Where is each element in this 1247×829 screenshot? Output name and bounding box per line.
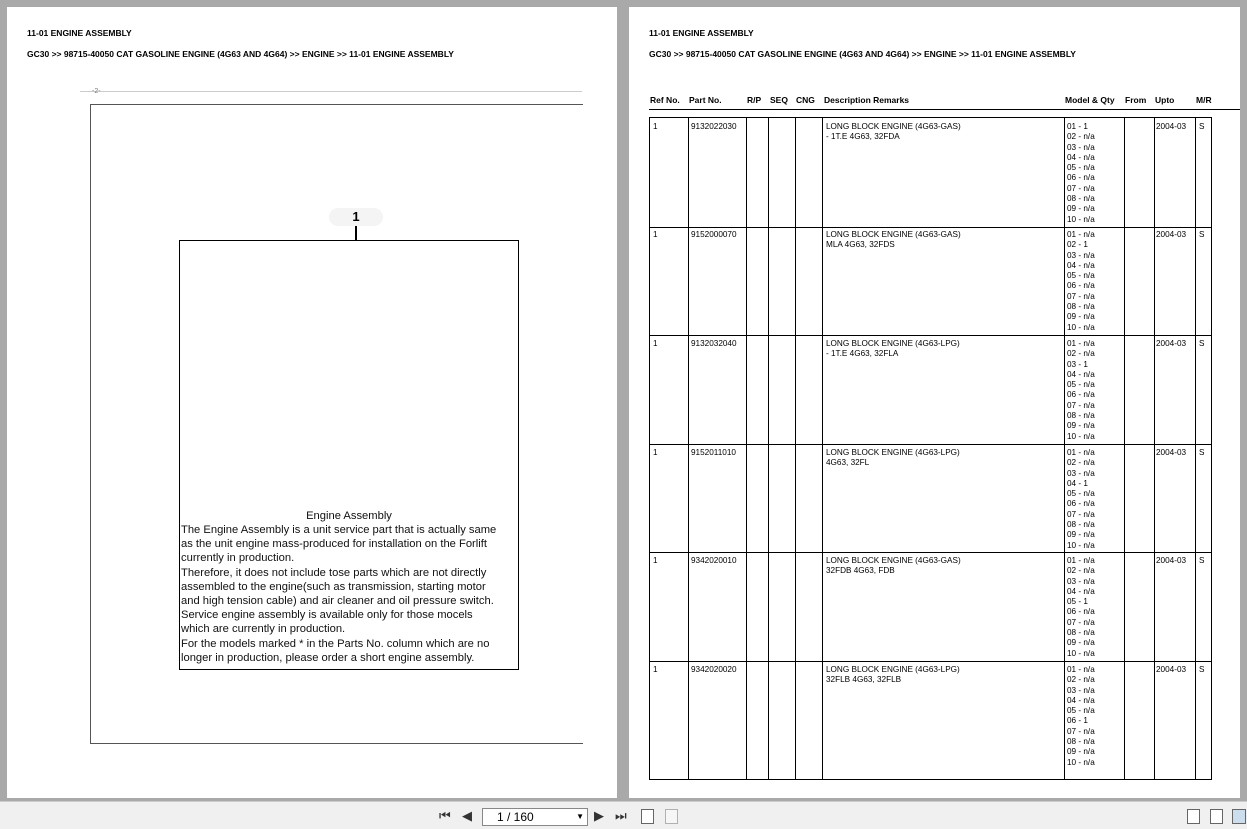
cell-divider — [1064, 226, 1065, 335]
model-qty-cell — [1067, 448, 1095, 551]
model-qty-line: 05 - n/a — [1067, 271, 1095, 281]
last-page-button[interactable]: ⏭ — [615, 808, 627, 823]
part-no-cell: 9342020020 — [691, 665, 737, 674]
model-qty-line: 07 - n/a — [1067, 183, 1095, 193]
table-row[interactable] — [649, 552, 1212, 662]
description-line: LONG BLOCK ENGINE (4G63-LPG) — [826, 665, 960, 674]
cell-divider — [1064, 661, 1065, 779]
model-qty-line: 01 - 1 — [1067, 122, 1088, 131]
cell-divider — [649, 661, 650, 779]
model-qty-line: 09 - n/a — [1067, 747, 1095, 757]
cell-divider — [1064, 335, 1065, 444]
model-qty-line: 03 - n/a — [1067, 468, 1095, 478]
assembly-line: Service engine assembly is available only for those mocels — [181, 609, 473, 622]
model-qty-cell — [1067, 122, 1095, 225]
ref-no-cell: 1 — [653, 556, 658, 565]
description-cell — [826, 122, 961, 143]
model-qty-line: 06 - n/a — [1067, 499, 1095, 509]
cell-divider — [1211, 226, 1212, 335]
part-no-cell: 9132032040 — [691, 339, 737, 348]
model-qty-line: 04 - 1 — [1067, 478, 1088, 488]
col-upto: Upto — [1155, 95, 1175, 105]
cell-divider — [768, 226, 769, 335]
cell-divider — [746, 552, 747, 661]
cell-divider — [1154, 335, 1155, 444]
cell-divider — [1195, 444, 1196, 552]
model-qty-line: 02 - 1 — [1067, 240, 1088, 250]
cell-divider — [746, 444, 747, 552]
description-line: LONG BLOCK ENGINE (4G63-GAS) — [826, 230, 961, 239]
mr-cell: S — [1199, 122, 1205, 131]
right-page — [629, 7, 1240, 798]
ref-no-cell: 1 — [653, 339, 658, 348]
col-mr: M/R — [1196, 95, 1212, 105]
cell-divider — [822, 335, 823, 444]
mr-cell: S — [1199, 230, 1205, 239]
chevron-down-icon: ▼ — [576, 812, 584, 821]
model-qty-line: 01 - n/a — [1067, 339, 1095, 348]
cell-divider — [822, 444, 823, 552]
assembly-title: Engine Assembly — [306, 509, 392, 522]
assembly-description — [181, 523, 517, 665]
model-qty-line: 10 - n/a — [1067, 431, 1095, 441]
table-row[interactable] — [649, 444, 1212, 553]
model-qty-line: 03 - n/a — [1067, 576, 1095, 586]
cell-divider — [822, 661, 823, 779]
col-model-qty: Model & Qty — [1065, 95, 1115, 105]
upto-cell: 2004-03 — [1156, 122, 1187, 131]
table-row[interactable] — [649, 661, 1212, 780]
cell-divider — [649, 226, 650, 335]
cell-divider — [1211, 661, 1212, 779]
cell-divider — [746, 661, 747, 779]
model-qty-line: 08 - n/a — [1067, 411, 1095, 421]
cell-divider — [768, 335, 769, 444]
col-from: From — [1125, 95, 1147, 105]
upto-cell: 2004-03 — [1156, 556, 1187, 565]
cell-divider — [688, 335, 689, 444]
col-ref-no: Ref No. — [650, 95, 680, 105]
rotate-view-icon[interactable] — [641, 809, 654, 824]
engine-assembly-note — [181, 509, 517, 665]
cell-divider — [1195, 661, 1196, 779]
model-qty-line: 04 - n/a — [1067, 369, 1095, 379]
engine-assembly-box — [179, 240, 519, 670]
upto-cell: 2004-03 — [1156, 339, 1187, 348]
model-qty-line: 09 - n/a — [1067, 312, 1095, 322]
parts-table-header — [649, 95, 1240, 110]
model-qty-line: 02 - n/a — [1067, 675, 1095, 685]
frame-top-line — [80, 91, 582, 92]
part-no-cell: 9342020010 — [691, 556, 737, 565]
assembly-line: The Engine Assembly is a unit service part that is actually same — [181, 523, 497, 536]
model-qty-cell — [1067, 230, 1095, 333]
cell-divider — [1154, 661, 1155, 779]
model-qty-line: 10 - n/a — [1067, 322, 1095, 332]
previous-page-button[interactable]: ◀ — [462, 808, 472, 823]
col-part-no: Part No. — [689, 95, 722, 105]
model-qty-line: 01 - n/a — [1067, 448, 1095, 457]
breadcrumb: GC30 >> 98715-40050 CAT GASOLINE ENGINE (4G63 AND 4G64) >> ENGINE >> 11-01 ENGINE ASSEMBLY — [649, 49, 1076, 59]
model-qty-line: 03 - n/a — [1067, 250, 1095, 260]
assembly-line: Therefore, it does not include tose parts which are not directly — [181, 566, 487, 579]
description-cell — [826, 339, 960, 360]
cell-divider — [1211, 444, 1212, 552]
next-page-button[interactable]: ▶ — [594, 808, 604, 823]
callout-ref-number[interactable]: 1 — [329, 208, 383, 226]
assembly-line: which are currently in production. — [181, 623, 346, 636]
description-line: 4G63, 32FL — [826, 458, 870, 468]
model-qty-line: 01 - n/a — [1067, 556, 1095, 565]
cell-divider — [688, 118, 689, 227]
cell-divider — [1154, 226, 1155, 335]
assembly-line: longer in production, please order a short engine assembly. — [181, 651, 475, 664]
model-qty-line: 08 - n/a — [1067, 520, 1095, 530]
model-qty-line: 09 - n/a — [1067, 530, 1095, 540]
cell-divider — [649, 444, 650, 552]
description-cell — [826, 230, 961, 251]
cell-divider — [1195, 552, 1196, 661]
description-line: - 1T.E 4G63, 32FLA — [826, 349, 899, 359]
model-qty-line: 07 - n/a — [1067, 509, 1095, 519]
cell-divider — [1124, 118, 1125, 227]
cell-divider — [1154, 444, 1155, 552]
model-qty-line: 07 - n/a — [1067, 617, 1095, 627]
ref-no-cell: 1 — [653, 448, 658, 457]
model-qty-line: 06 - 1 — [1067, 716, 1088, 726]
model-qty-line: 08 - n/a — [1067, 628, 1095, 638]
assembly-line: assembled to the engine(such as transmission, starting motor — [181, 580, 486, 593]
cell-divider — [1064, 118, 1065, 227]
cell-divider — [1195, 118, 1196, 227]
cell-divider — [795, 661, 796, 779]
model-qty-line: 07 - n/a — [1067, 291, 1095, 301]
model-qty-line: 03 - n/a — [1067, 142, 1095, 152]
part-no-cell: 9132022030 — [691, 122, 737, 131]
description-line: LONG BLOCK ENGINE (4G63-GAS) — [826, 122, 961, 131]
model-qty-line: 10 - n/a — [1067, 214, 1095, 224]
cell-divider — [795, 444, 796, 552]
cell-divider — [746, 118, 747, 227]
model-qty-line: 08 - n/a — [1067, 737, 1095, 747]
model-qty-line: 07 - n/a — [1067, 400, 1095, 410]
cell-divider — [688, 552, 689, 661]
table-row[interactable] — [649, 226, 1212, 336]
model-qty-line: 05 - n/a — [1067, 163, 1095, 173]
model-qty-line: 02 - n/a — [1067, 349, 1095, 359]
copy-page-icon[interactable] — [665, 809, 678, 824]
callout-leader-line — [355, 226, 357, 240]
cell-divider — [795, 335, 796, 444]
description-cell — [826, 556, 961, 577]
model-qty-line: 04 - n/a — [1067, 586, 1095, 596]
model-qty-line: 09 - n/a — [1067, 204, 1095, 214]
single-page-view-icon[interactable] — [1187, 809, 1200, 824]
model-qty-line: 05 - n/a — [1067, 380, 1095, 390]
cell-divider — [768, 118, 769, 227]
page-title: 11-01 ENGINE ASSEMBLY — [27, 28, 132, 38]
cell-divider — [1195, 335, 1196, 444]
model-qty-line: 03 - n/a — [1067, 685, 1095, 695]
viewer-toolbar — [0, 801, 1247, 829]
cell-divider — [1154, 118, 1155, 227]
model-qty-cell — [1067, 339, 1095, 442]
cell-divider — [1124, 444, 1125, 552]
cell-divider — [768, 552, 769, 661]
col-description: Description Remarks — [824, 95, 910, 105]
model-qty-line: 01 - n/a — [1067, 665, 1095, 674]
description-cell — [826, 665, 960, 686]
description-line: LONG BLOCK ENGINE (4G63-LPG) — [826, 339, 960, 348]
breadcrumb: GC30 >> 98715-40050 CAT GASOLINE ENGINE (4G63 AND 4G64) >> ENGINE >> 11-01 ENGINE ASSEMBLY — [27, 49, 454, 59]
cell-divider — [746, 335, 747, 444]
assembly-line: as the unit engine mass-produced for installation on the Forlift — [181, 538, 487, 551]
model-qty-line: 04 - n/a — [1067, 260, 1095, 270]
model-qty-line: 02 - n/a — [1067, 458, 1095, 468]
cell-divider — [768, 444, 769, 552]
mr-cell: S — [1199, 665, 1205, 674]
cell-divider — [795, 552, 796, 661]
model-qty-line: 06 - n/a — [1067, 607, 1095, 617]
cell-divider — [795, 226, 796, 335]
cell-divider — [1064, 552, 1065, 661]
model-qty-line: 05 - n/a — [1067, 489, 1095, 499]
col-cng: CNG — [796, 95, 815, 105]
description-line: LONG BLOCK ENGINE (4G63-LPG) — [826, 448, 960, 457]
upto-cell: 2004-03 — [1156, 230, 1187, 239]
cell-divider — [649, 118, 650, 227]
cell-divider — [1124, 552, 1125, 661]
model-qty-line: 10 - n/a — [1067, 757, 1095, 767]
cell-divider — [1211, 118, 1212, 227]
ref-no-cell: 1 — [653, 122, 658, 131]
col-seq: SEQ — [770, 95, 788, 105]
model-qty-cell — [1067, 556, 1095, 659]
cell-divider — [688, 661, 689, 779]
description-cell — [826, 448, 960, 469]
mr-cell: S — [1199, 339, 1205, 348]
cell-divider — [1211, 335, 1212, 444]
first-page-button[interactable]: ⏮ — [439, 808, 451, 823]
table-row[interactable] — [649, 335, 1212, 445]
cell-divider — [746, 226, 747, 335]
mr-cell: S — [1199, 448, 1205, 457]
page-number-select[interactable] — [482, 808, 588, 826]
description-line: MLA 4G63, 32FDS — [826, 240, 895, 250]
model-qty-line: 04 - n/a — [1067, 152, 1095, 162]
description-line: - 1T.E 4G63, 32FDA — [826, 132, 900, 142]
two-page-view-icon[interactable] — [1232, 809, 1246, 824]
ref-no-cell: 1 — [653, 665, 658, 674]
model-qty-line: 09 - n/a — [1067, 638, 1095, 648]
description-line: LONG BLOCK ENGINE (4G63-GAS) — [826, 556, 961, 565]
continuous-view-icon[interactable] — [1210, 809, 1223, 824]
model-qty-line: 09 - n/a — [1067, 421, 1095, 431]
cell-divider — [688, 444, 689, 552]
cell-divider — [822, 552, 823, 661]
cell-divider — [1154, 552, 1155, 661]
col-rp: R/P — [747, 95, 762, 105]
model-qty-line: 08 - n/a — [1067, 302, 1095, 312]
assembly-line: currently in production. — [181, 552, 295, 565]
model-qty-line: 06 - n/a — [1067, 281, 1095, 291]
part-no-cell: 9152000070 — [691, 230, 737, 239]
cell-divider — [688, 226, 689, 335]
cell-divider — [1124, 661, 1125, 779]
cell-divider — [822, 226, 823, 335]
frame-mark: -2- — [92, 88, 101, 95]
cell-divider — [822, 118, 823, 227]
model-qty-line: 02 - n/a — [1067, 132, 1095, 142]
description-line: 32FDB 4G63, FDB — [826, 566, 895, 576]
assembly-line: and high tension cable) and air cleaner and oil pressure switch. — [181, 594, 494, 607]
mr-cell: S — [1199, 556, 1205, 565]
left-page — [7, 7, 617, 798]
cell-divider — [1064, 444, 1065, 552]
model-qty-line: 08 - n/a — [1067, 194, 1095, 204]
description-line: 32FLB 4G63, 32FLB — [826, 675, 902, 685]
cell-divider — [649, 335, 650, 444]
model-qty-line: 07 - n/a — [1067, 726, 1095, 736]
model-qty-line: 04 - n/a — [1067, 695, 1095, 705]
cell-divider — [1124, 335, 1125, 444]
assembly-line: For the models marked * in the Parts No. column which are no — [181, 637, 490, 650]
page-title: 11-01 ENGINE ASSEMBLY — [649, 28, 754, 38]
upto-cell: 2004-03 — [1156, 448, 1187, 457]
model-qty-line: 10 - n/a — [1067, 540, 1095, 550]
model-qty-cell — [1067, 665, 1095, 768]
cell-divider — [1124, 226, 1125, 335]
model-qty-line: 01 - n/a — [1067, 230, 1095, 239]
cell-divider — [1211, 552, 1212, 661]
model-qty-line: 02 - n/a — [1067, 566, 1095, 576]
model-qty-line: 06 - n/a — [1067, 173, 1095, 183]
cell-divider — [795, 118, 796, 227]
model-qty-line: 05 - 1 — [1067, 597, 1088, 607]
model-qty-line: 06 - n/a — [1067, 390, 1095, 400]
part-no-cell: 9152011010 — [691, 448, 736, 457]
cell-divider — [1195, 226, 1196, 335]
model-qty-line: 05 - n/a — [1067, 706, 1095, 716]
model-qty-line: 03 - 1 — [1067, 359, 1088, 369]
model-qty-line: 10 - n/a — [1067, 648, 1095, 658]
upto-cell: 2004-03 — [1156, 665, 1187, 674]
cell-divider — [649, 552, 650, 661]
ref-no-cell: 1 — [653, 230, 658, 239]
cell-divider — [768, 661, 769, 779]
page-indicator: 1 / 160 — [497, 810, 534, 824]
table-row[interactable] — [649, 117, 1212, 228]
